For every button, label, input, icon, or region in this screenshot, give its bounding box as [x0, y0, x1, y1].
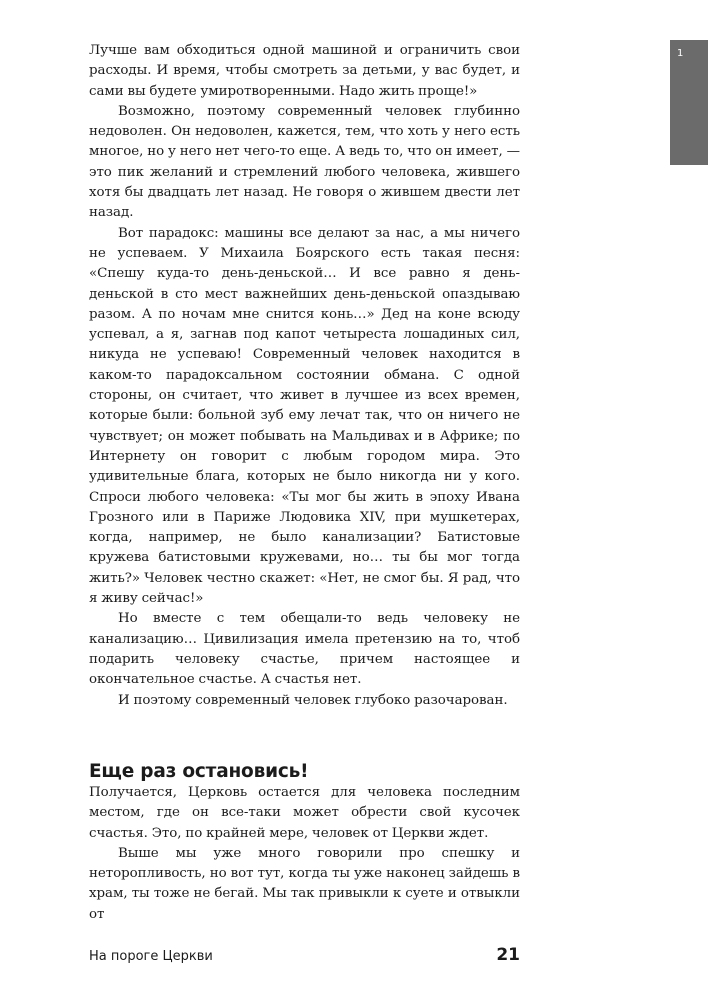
body-text-top [89, 41, 520, 711]
chapter-number: 1 [677, 48, 684, 59]
chapter-tab [670, 40, 708, 165]
paragraph: Возможно, поэтому современный человек глубинно недоволен. Он недоволен, кажется, тем, что хоть у него есть многое, но у него нет чего-то еще. А ведь то, что он имеет, — это пик желаний и стремлений любого человека, жившего хотя бы двадцать лет назад. Не говоря о жившем двести лет назад. [89, 103, 520, 221]
body-text-section [89, 783, 520, 925]
paragraph: Но вместе с тем обещали-то ведь человеку не канализацию… Цивилизация имела претензию на то, чтоб подарить человеку счастье, причем настоящее и окончательное счастье. А счастья нет. [89, 611, 520, 688]
paragraph: Выше мы уже много говорили про спешку и неторопливость, но вот тут, когда ты уже наконец зайдешь в храм, ты тоже не бегай. Мы так привыкли к суете и отвыкли от [89, 845, 520, 922]
paragraph: Получается, Церковь остается для человека последним местом, где он все-таки может обрести свой кусочек счастья. Это, по крайней мере, человек от Церкви ждет. [89, 785, 520, 841]
paragraph: Лучше вам обходиться одной машиной и ограничить свои расходы. И время, чтобы смотреть за детьми, у вас будет, и сами вы будете умиротворенными. Надо жить проще!» [89, 43, 520, 99]
section-heading: Еще раз остановись! [89, 761, 309, 782]
paragraph: И поэтому современный человек глубоко разочарован. [118, 692, 508, 708]
paragraph: Вот парадокс: машины все делают за нас, а мы ничего не успеваем. У Михаила Боярского есть такая песня: «Спешу куда-то день-деньской… И все равно я день-деньской в сто мест важнейших день-деньской опаздываю разом. А по ночам мне снится конь…» Дед на коне всюду успевал, а я, загнав под капот четыреста лошадиных сил, никуда не успеваю! Современный человек находится в каком-то парадоксальном состоянии обмана. С одной стороны, он считает, что живет в лучшее из всех времен, которые были: больной зуб ему лечат так, что он ничего не чувствует; он может побывать на Мальдивах и в Африке; по Интернету он говорит с любым городом мира. Это удивительные блага, которых не было никогда ни у кого. Спроси любого человека: «Ты мог бы жить в эпоху Ивана Грозного или в Париже Людовика XIV, при мушкетерах, когда, например, не было канализации? Батистовые кружева батистовыми кружевами, но… ты бы мог тогда жить?» Человек честно скажет: «Нет, не смог бы. Я рад, что я живу сейчас!» [89, 225, 520, 607]
running-footer-title: На пороге Церкви [89, 949, 213, 964]
page-number: 21 [496, 945, 520, 965]
